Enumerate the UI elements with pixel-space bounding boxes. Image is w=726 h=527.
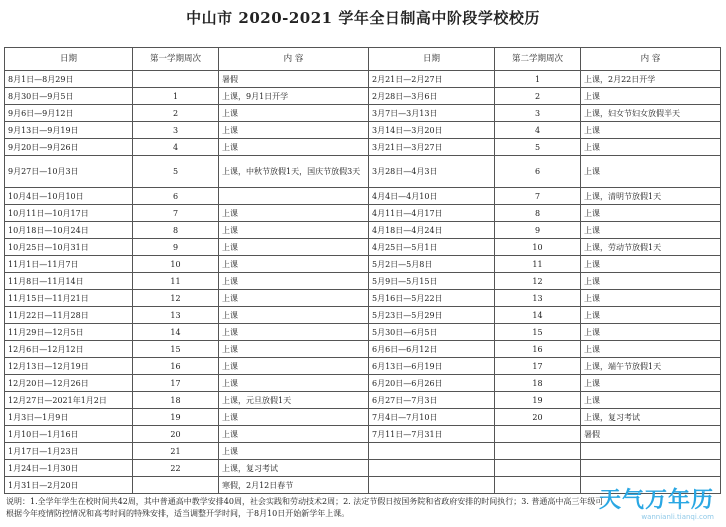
cell-content-term2: 上课 <box>581 324 721 341</box>
cell-date-term1: 10月11日—10月17日 <box>5 205 133 222</box>
cell-date-term1: 12月13日—12月19日 <box>5 358 133 375</box>
cell-content-term2: 上课 <box>581 375 721 392</box>
table-row <box>5 358 721 375</box>
cell-content-term1: 上课 <box>219 273 369 290</box>
table-row <box>5 256 721 273</box>
cell-content-term2: 上课 <box>581 273 721 290</box>
cell-content-term1: 上课 <box>219 239 369 256</box>
cell-content-term1: 上课 <box>219 307 369 324</box>
cell-week-term2: 6 <box>495 156 581 188</box>
cell-week-term2: 1 <box>495 71 581 88</box>
header-date-1: 日期 <box>5 48 133 71</box>
cell-content-term2: 上课，清明节放假1天 <box>581 188 721 205</box>
cell-content-term1: 上课 <box>219 222 369 239</box>
footnote: 说明：1.全学年学生在校时间共42周，其中普通高中教学安排40周，社会实践和劳动技术2周；2. 法定节假日按国务院和省政府安排的时间执行；3. 普通高中高三年级可根据今年疫情防控情况和高考时间的特殊安排，适当调整开学时间，于8月10日开始新学年上课。 <box>6 497 604 518</box>
cell-date-term2: 5月9日—5月15日 <box>369 273 495 290</box>
cell-week-term2: 20 <box>495 409 581 426</box>
cell-week-term1: 18 <box>133 392 219 409</box>
watermark-logo <box>599 489 714 521</box>
cell-content-term2: 上课，妇女节妇女放假半天 <box>581 105 721 122</box>
cell-week-term1: 8 <box>133 222 219 239</box>
cell-date-term2: 6月27日—7月3日 <box>369 392 495 409</box>
cell-week-term1: 11 <box>133 273 219 290</box>
cell-week-term2 <box>495 443 581 460</box>
cell-date-term2: 3月28日—4月3日 <box>369 156 495 188</box>
cell-week-term1: 14 <box>133 324 219 341</box>
cell-content-term1: 寒假，2月12日春节 <box>219 477 369 494</box>
cell-content-term2 <box>581 460 721 477</box>
cell-date-term1: 1月10日—1月16日 <box>5 426 133 443</box>
cell-week-term1: 9 <box>133 239 219 256</box>
cell-week-term1: 13 <box>133 307 219 324</box>
table-row <box>5 273 721 290</box>
cell-week-term2: 12 <box>495 273 581 290</box>
cell-date-term2: 2月21日—2月27日 <box>369 71 495 88</box>
table-row <box>5 307 721 324</box>
cell-date-term2: 4月4日—4月10日 <box>369 188 495 205</box>
cell-date-term2: 4月18日—4月24日 <box>369 222 495 239</box>
cell-date-term1: 1月17日—1月23日 <box>5 443 133 460</box>
cell-date-term2: 5月16日—5月22日 <box>369 290 495 307</box>
cell-week-term2: 5 <box>495 139 581 156</box>
cell-content-term1: 上课，9月1日开学 <box>219 88 369 105</box>
cell-content-term2: 上课，端午节放假1天 <box>581 358 721 375</box>
cell-date-term2: 3月14日—3月20日 <box>369 122 495 139</box>
cell-content-term2: 上课 <box>581 156 721 188</box>
watermark-url: wannianli.tianqi.com <box>641 513 714 521</box>
cell-week-term2: 4 <box>495 122 581 139</box>
cell-week-term2 <box>495 460 581 477</box>
cell-content-term2: 上课 <box>581 341 721 358</box>
cell-date-term1: 9月13日—9月19日 <box>5 122 133 139</box>
table-row <box>5 375 721 392</box>
cell-date-term1: 1月3日—1月9日 <box>5 409 133 426</box>
cell-date-term1: 11月8日—11月14日 <box>5 273 133 290</box>
cell-content-term1: 上课 <box>219 443 369 460</box>
cell-date-term2: 2月28日—3月6日 <box>369 88 495 105</box>
cell-content-term1: 上课 <box>219 341 369 358</box>
table-body <box>5 71 721 494</box>
cell-week-term2: 14 <box>495 307 581 324</box>
cell-date-term2: 7月4日—7月10日 <box>369 409 495 426</box>
cell-week-term2: 15 <box>495 324 581 341</box>
table-row <box>5 105 721 122</box>
cell-content-term1: 上课 <box>219 205 369 222</box>
cell-content-term2: 上课 <box>581 256 721 273</box>
cell-date-term1: 11月1日—11月7日 <box>5 256 133 273</box>
table-row <box>5 290 721 307</box>
cell-content-term2: 上课 <box>581 122 721 139</box>
cell-week-term1: 17 <box>133 375 219 392</box>
cell-date-term1: 11月22日—11月28日 <box>5 307 133 324</box>
cell-week-term1: 7 <box>133 205 219 222</box>
cell-content-term1: 上课 <box>219 105 369 122</box>
table-row <box>5 205 721 222</box>
table-row <box>5 392 721 409</box>
table-row <box>5 426 721 443</box>
cell-content-term1: 上课 <box>219 122 369 139</box>
cell-content-term1: 上课 <box>219 256 369 273</box>
cell-date-term2: 5月30日—6月5日 <box>369 324 495 341</box>
table-row <box>5 239 721 256</box>
cell-content-term1: 上课 <box>219 426 369 443</box>
header-date-2: 日期 <box>369 48 495 71</box>
cell-date-term2: 6月6日—6月12日 <box>369 341 495 358</box>
cell-content-term1: 上课 <box>219 324 369 341</box>
cell-content-term1: 上课 <box>219 409 369 426</box>
table-row <box>5 443 721 460</box>
cell-date-term2: 4月11日—4月17日 <box>369 205 495 222</box>
cell-week-term2: 7 <box>495 188 581 205</box>
cell-week-term1: 10 <box>133 256 219 273</box>
cell-week-term1 <box>133 71 219 88</box>
table-row <box>5 409 721 426</box>
cell-week-term2: 9 <box>495 222 581 239</box>
cell-week-term2: 8 <box>495 205 581 222</box>
table-row <box>5 188 721 205</box>
cell-date-term1: 10月4日—10月10日 <box>5 188 133 205</box>
cell-week-term1: 4 <box>133 139 219 156</box>
cell-content-term2: 上课 <box>581 205 721 222</box>
cell-content-term2: 上课 <box>581 88 721 105</box>
cell-date-term2: 4月25日—5月1日 <box>369 239 495 256</box>
cell-date-term1: 12月6日—12月12日 <box>5 341 133 358</box>
table-row <box>5 341 721 358</box>
cell-week-term1: 2 <box>133 105 219 122</box>
cell-date-term2: 3月7日—3月13日 <box>369 105 495 122</box>
cell-content-term2: 上课，复习考试 <box>581 409 721 426</box>
cell-week-term2: 11 <box>495 256 581 273</box>
cell-date-term1: 11月15日—11月21日 <box>5 290 133 307</box>
table-row <box>5 71 721 88</box>
cell-content-term2: 上课 <box>581 290 721 307</box>
cell-week-term1: 6 <box>133 188 219 205</box>
cell-week-term1: 21 <box>133 443 219 460</box>
page-title: 中山市 2020-2021 学年全日制高中阶段学校校历 <box>186 9 540 27</box>
cell-week-term1: 3 <box>133 122 219 139</box>
table-row <box>5 156 721 188</box>
header-week-2: 第二学期周次 <box>495 48 581 71</box>
cell-week-term1: 19 <box>133 409 219 426</box>
cell-content-term1: 上课，元旦放假1天 <box>219 392 369 409</box>
cell-date-term2: 5月2日—5月8日 <box>369 256 495 273</box>
cell-date-term1: 10月25日—10月31日 <box>5 239 133 256</box>
table-row <box>5 139 721 156</box>
cell-week-term1: 22 <box>133 460 219 477</box>
cell-week-term1 <box>133 477 219 494</box>
cell-week-term1: 1 <box>133 88 219 105</box>
cell-content-term1: 上课，中秋节放假1天，国庆节放假3天 <box>219 156 369 188</box>
table-row <box>5 324 721 341</box>
cell-content-term2: 上课 <box>581 392 721 409</box>
cell-week-term2: 18 <box>495 375 581 392</box>
cell-week-term2 <box>495 426 581 443</box>
cell-date-term2 <box>369 460 495 477</box>
cell-content-term1: 暑假 <box>219 71 369 88</box>
cell-content-term2 <box>581 443 721 460</box>
cell-date-term1: 1月24日—1月30日 <box>5 460 133 477</box>
cell-date-term1: 12月20日—12月26日 <box>5 375 133 392</box>
cell-date-term1: 1月31日—2月20日 <box>5 477 133 494</box>
cell-date-term2: 6月13日—6月19日 <box>369 358 495 375</box>
header-content-1: 内 容 <box>219 48 369 71</box>
cell-content-term1: 上课 <box>219 139 369 156</box>
cell-content-term1 <box>219 188 369 205</box>
table-row <box>5 88 721 105</box>
cell-content-term1: 上课 <box>219 375 369 392</box>
cell-date-term1: 8月1日—8月29日 <box>5 71 133 88</box>
cell-content-term1: 上课，复习考试 <box>219 460 369 477</box>
cell-week-term2: 3 <box>495 105 581 122</box>
cell-content-term2: 上课 <box>581 222 721 239</box>
table-row <box>5 122 721 139</box>
cell-content-term1: 上课 <box>219 290 369 307</box>
cell-content-term2: 上课 <box>581 307 721 324</box>
cell-content-term2: 上课 <box>581 139 721 156</box>
cell-week-term1: 16 <box>133 358 219 375</box>
table-row <box>5 222 721 239</box>
cell-date-term1: 9月6日—9月12日 <box>5 105 133 122</box>
cell-week-term2: 19 <box>495 392 581 409</box>
cell-content-term2: 上课，劳动节放假1天 <box>581 239 721 256</box>
cell-week-term1: 20 <box>133 426 219 443</box>
cell-week-term2: 10 <box>495 239 581 256</box>
cell-date-term1: 12月27日—2021年1月2日 <box>5 392 133 409</box>
cell-week-term2: 16 <box>495 341 581 358</box>
header-content-2: 内 容 <box>581 48 721 71</box>
header-week-1: 第一学期周次 <box>133 48 219 71</box>
cell-date-term2 <box>369 477 495 494</box>
cell-date-term1: 10月18日—10月24日 <box>5 222 133 239</box>
cell-content-term2: 上课，2月22日开学 <box>581 71 721 88</box>
cell-week-term1: 12 <box>133 290 219 307</box>
table-header-row <box>5 48 721 71</box>
cell-date-term2: 6月20日—6月26日 <box>369 375 495 392</box>
table-row <box>5 460 721 477</box>
cell-date-term1: 8月30日—9月5日 <box>5 88 133 105</box>
cell-date-term2: 5月23日—5月29日 <box>369 307 495 324</box>
cell-week-term2: 13 <box>495 290 581 307</box>
cell-week-term1: 15 <box>133 341 219 358</box>
cell-week-term2: 17 <box>495 358 581 375</box>
cell-week-term1: 5 <box>133 156 219 188</box>
cell-date-term1: 9月20日—9月26日 <box>5 139 133 156</box>
cell-date-term2: 7月11日—7月31日 <box>369 426 495 443</box>
cell-date-term2 <box>369 443 495 460</box>
cell-date-term1: 11月29日—12月5日 <box>5 324 133 341</box>
cell-week-term2: 2 <box>495 88 581 105</box>
school-calendar-table <box>4 47 721 494</box>
cell-week-term2 <box>495 477 581 494</box>
cell-date-term2: 3月21日—3月27日 <box>369 139 495 156</box>
cell-date-term1: 9月27日—10月3日 <box>5 156 133 188</box>
watermark-brand: 天气万年历 <box>598 488 714 513</box>
cell-content-term1: 上课 <box>219 358 369 375</box>
cell-content-term2: 暑假 <box>581 426 721 443</box>
